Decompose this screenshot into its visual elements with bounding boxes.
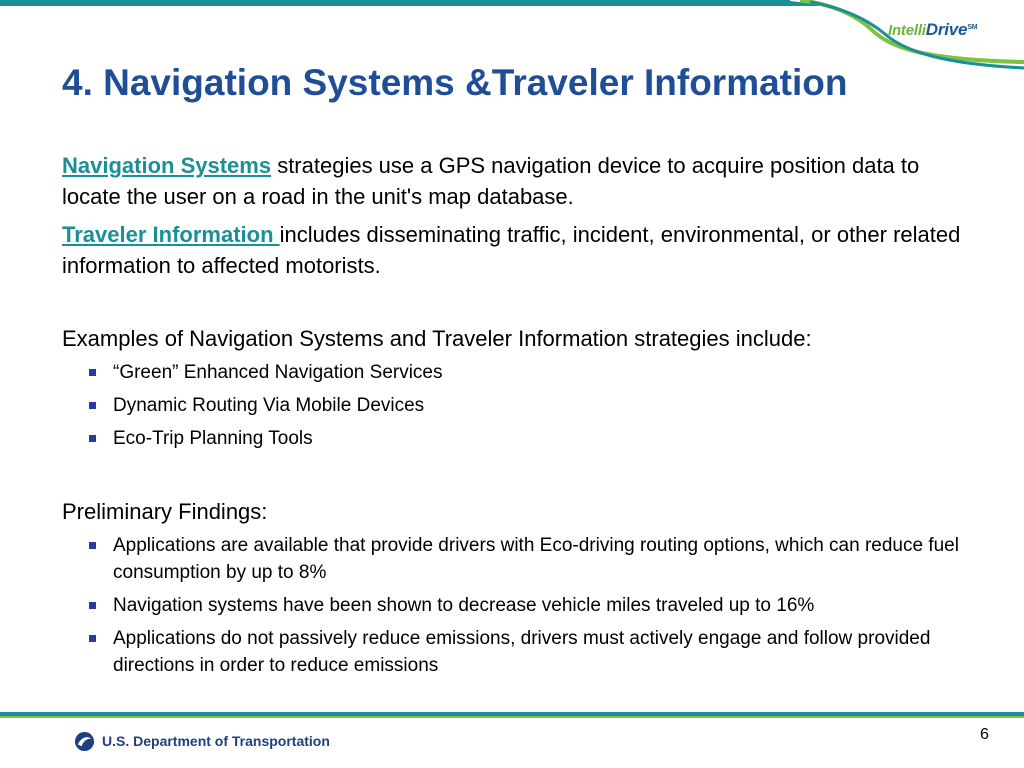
list-item-text: Eco-Trip Planning Tools [113,428,313,449]
term-link-traveler-information[interactable]: Traveler Information [62,222,280,247]
findings-list [88,532,968,685]
page-number: 6 [980,726,989,743]
list-item [88,425,968,452]
bullet-square-icon [89,402,96,409]
bullet-square-icon [89,369,96,376]
findings-heading: Preliminary Findings: [62,499,268,524]
definition-traveler-information [62,219,982,281]
slide-title: 4. Navigation Systems &Traveler Information [62,62,848,103]
list-item-text: Applications are available that provide drivers with Eco-driving routing options, which can reduce fuel consumption by up to 8% [113,535,959,583]
bullet-square-icon [89,602,96,609]
list-item-text: Navigation systems have been shown to decrease vehicle miles traveled up to 16% [113,595,815,616]
definition-text: strategies use a GPS navigation device to acquire position data to locate the user on a road in the unit's map database. [62,153,920,209]
dot-logo-icon [74,731,95,752]
bullet-square-icon [89,435,96,442]
examples-heading: Examples of Navigation Systems and Traveler Information strategies include: [62,326,812,351]
bullet-square-icon [89,542,96,549]
header-band [0,0,1024,70]
term-link-navigation-systems[interactable]: Navigation Systems [62,153,272,178]
examples-list [88,359,968,458]
list-item [88,592,968,619]
footer-org: U.S. Department of Transportation [102,733,330,749]
list-item [88,532,968,586]
list-item [88,359,968,386]
list-item-text: “Green” Enhanced Navigation Services [113,362,443,383]
list-item-text: Applications do not passively reduce emissions, drivers must actively engage and follow provided directions in order to reduce emissions [113,628,931,676]
bullet-square-icon [89,635,96,642]
intellidrive-logo [888,20,977,40]
list-item [88,625,968,679]
logo-part2: Drive [925,20,968,39]
footer-band [0,712,1024,720]
list-item-text: Dynamic Routing Via Mobile Devices [113,395,425,416]
list-item [88,392,968,419]
logo-part1: Intelli [888,22,926,39]
definition-navigation-systems [62,150,982,212]
definition-text: includes disseminating traffic, incident, environmental, or other related information to affected motorists. [62,222,961,278]
logo-mark: SM [967,24,978,31]
